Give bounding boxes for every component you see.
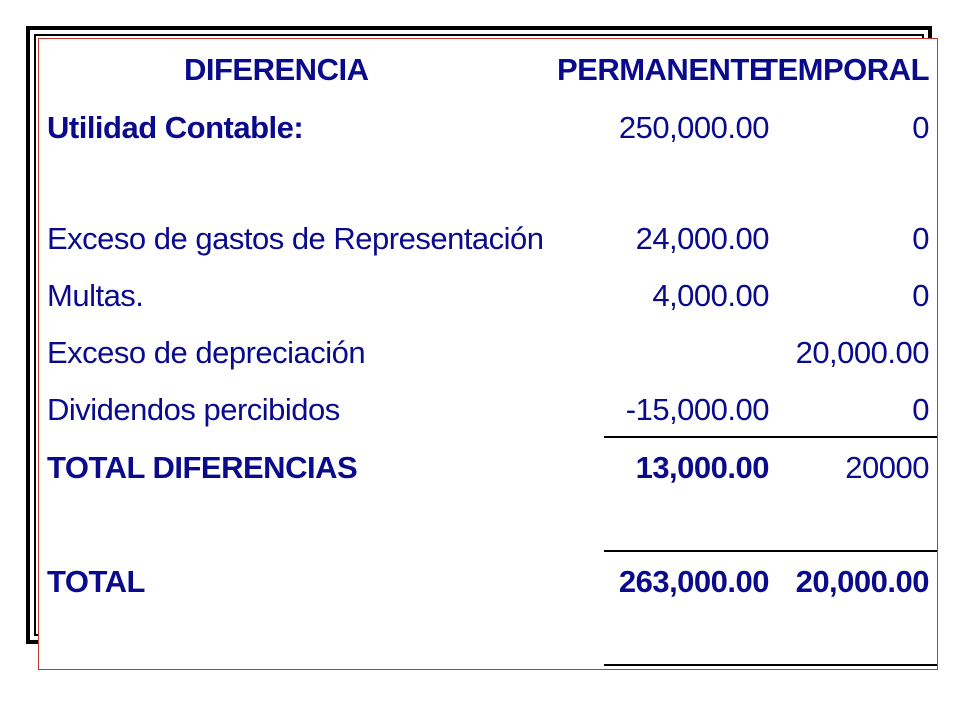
total-differences-temporary: 20000 bbox=[845, 450, 929, 485]
row-label: Multas. bbox=[47, 278, 144, 313]
total-permanent: 263,000.00 bbox=[618, 564, 769, 599]
row-permanent-value: -15,000.00 bbox=[625, 392, 769, 427]
total-differences-label: TOTAL DIFERENCIAS bbox=[47, 450, 358, 485]
table-row-accounting-profit bbox=[39, 103, 939, 153]
table-row-fines bbox=[39, 271, 939, 321]
row-temporary-value: 0 bbox=[912, 278, 929, 313]
table-row-empty bbox=[39, 163, 939, 213]
subtotal-rule bbox=[604, 436, 937, 438]
total-rule bbox=[604, 550, 937, 552]
row-temporary-value: 0 bbox=[912, 392, 929, 427]
header-difference: DIFERENCIA bbox=[184, 52, 369, 87]
row-temporary-value: 20,000.00 bbox=[795, 335, 929, 370]
table-row-representation-expenses bbox=[39, 214, 939, 264]
table-header-row bbox=[39, 45, 939, 95]
table-row-total-differences bbox=[39, 443, 939, 493]
header-temporary: TEMPORAL bbox=[759, 52, 929, 87]
row-label: Exceso de gastos de Representación bbox=[47, 221, 544, 256]
row-permanent-value: 4,000.00 bbox=[652, 278, 769, 313]
differences-table bbox=[38, 38, 938, 670]
row-temporary-value: 0 bbox=[912, 221, 929, 256]
row-permanent-value: 250,000.00 bbox=[618, 110, 769, 145]
table-row-excess-depreciation bbox=[39, 328, 939, 378]
table-row-total bbox=[39, 557, 939, 607]
header-permanent: PERMANENTE bbox=[556, 52, 769, 87]
total-label: TOTAL bbox=[47, 564, 145, 599]
bottom-rule bbox=[604, 664, 937, 666]
total-differences-permanent: 13,000.00 bbox=[635, 450, 769, 485]
row-temporary-value: 0 bbox=[912, 110, 929, 145]
row-label: Dividendos percibidos bbox=[47, 392, 340, 427]
row-label: Exceso de depreciación bbox=[47, 335, 366, 370]
row-label: Utilidad Contable: bbox=[47, 110, 304, 145]
row-permanent-value: 24,000.00 bbox=[635, 221, 769, 256]
total-temporary: 20,000.00 bbox=[795, 564, 929, 599]
table-row-dividends bbox=[39, 385, 939, 435]
